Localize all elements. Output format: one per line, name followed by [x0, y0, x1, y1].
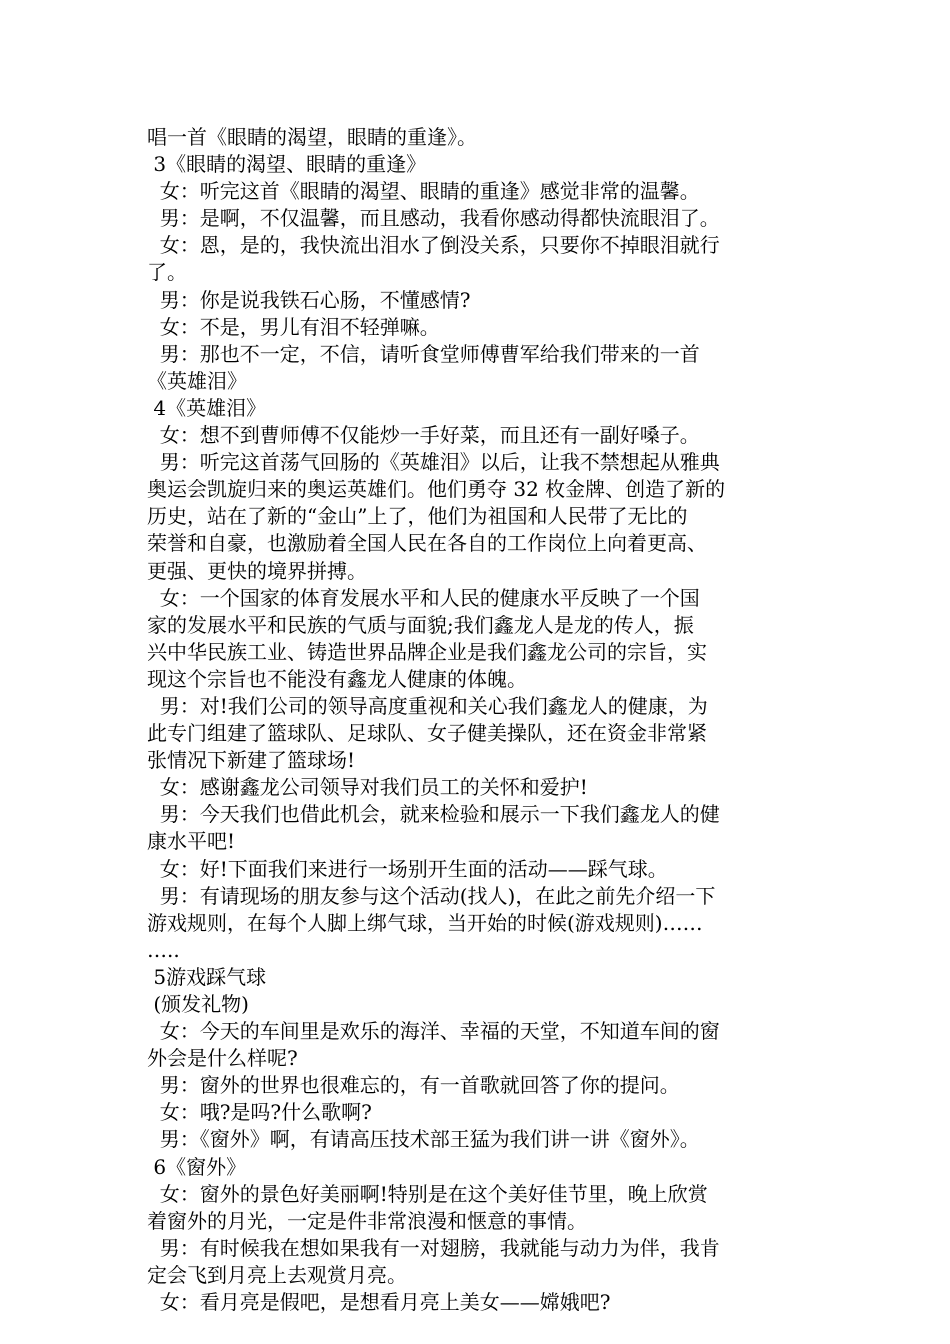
text-line: ….. [147, 937, 180, 962]
text-line: 男：你是说我铁石心肠，不懂感情? [147, 287, 471, 312]
text-line: 女：恩，是的，我快流出泪水了倒没关系，只要你不掉眼泪就行 [147, 233, 720, 258]
text-line: 更强、更快的境界拼搏。 [147, 558, 367, 583]
text-line: 5游戏踩气球 [147, 964, 267, 989]
document-body [147, 124, 815, 1316]
text-line: 康水平吧! [147, 829, 236, 854]
text-line: 男：是啊，不仅温馨，而且感动，我看你感动得都快流眼泪了。 [147, 206, 720, 231]
text-line: 男：窗外的世界也很难忘的，有一首歌就回答了你的提问。 [147, 1073, 680, 1098]
text-line: 女：好!下面我们来进行一场别开生面的活动——踩气球。 [147, 856, 668, 881]
text-line: 兴中华民族工业、铸造世界品牌企业是我们鑫龙公司的宗旨，实 [147, 639, 707, 664]
text-line: 女：今天的车间里是欢乐的海洋、幸福的天堂，不知道车间的窗 [147, 1019, 720, 1044]
text-line: 女：一个国家的体育发展水平和人民的健康水平反映了一个国 [147, 585, 700, 610]
text-line: 女：感谢鑫龙公司领导对我们员工的关怀和爱护! [147, 775, 588, 800]
text-line: 女：哦?是吗?什么歌啊? [147, 1100, 372, 1125]
text-line: 外会是什么样呢? [147, 1046, 298, 1071]
text-line: 3《眼睛的渴望、眼睛的重逢》 [147, 152, 427, 177]
text-line: 男：有请现场的朋友参与这个活动(找人)，在此之前先介绍一下 [147, 883, 716, 908]
text-line: 男：有时候我在想如果我有一对翅膀，我就能与动力为伴，我肯 [147, 1235, 720, 1260]
text-line: 男：听完这首荡气回肠的《英雄泪》以后，让我不禁想起从雅典 [147, 450, 720, 475]
text-line: 奥运会凯旋归来的奥运英雄们。他们勇夺 32 枚金牌、创造了新的 [147, 477, 726, 502]
text-line: 男：对!我们公司的领导高度重视和关心我们鑫龙人的健康，为 [147, 693, 708, 718]
text-line: 现这个宗旨也不能没有鑫龙人健康的体魄。 [147, 666, 527, 691]
text-line: 男：那也不一定，不信，请听食堂师傅曹军给我们带来的一首 [147, 341, 700, 366]
text-line: 女：窗外的景色好美丽啊!特别是在这个美好佳节里，晚上欣赏 [147, 1181, 708, 1206]
text-line: 女：听完这首《眼睛的渴望、眼睛的重逢》感觉非常的温馨。 [147, 179, 700, 204]
text-line: 男：《窗外》啊，有请高压技术部王猛为我们讲一讲《窗外》。 [147, 1127, 700, 1152]
text-line: 了。 [147, 260, 187, 285]
text-line: 女：想不到曹师傅不仅能炒一手好菜，而且还有一副好嗓子。 [147, 423, 700, 448]
text-line: 着窗外的月光，一定是件非常浪漫和惬意的事情。 [147, 1208, 587, 1233]
text-line: 荣誉和自豪，也激励着全国人民在各自的工作岗位上向着更高、 [147, 531, 707, 556]
text-line: 家的发展水平和民族的气质与面貌;我们鑫龙人是龙的传人，振 [147, 612, 694, 637]
text-line: 4《英雄泪》 [147, 395, 267, 420]
text-line: 历史，站在了新的“金山”上了，他们为祖国和人民带了无比的 [147, 504, 688, 529]
text-line: 定会飞到月亮上去观赏月亮。 [147, 1262, 407, 1287]
text-line: 男：今天我们也借此机会，就来检验和展示一下我们鑫龙人的健 [147, 802, 720, 827]
text-line: 女：看月亮是假吧，是想看月亮上美女——嫦娥吧? [147, 1290, 611, 1315]
text-line: 《英雄泪》 [147, 368, 247, 393]
text-line: 唱一首《眼睛的渴望，眼睛的重逢》。 [147, 125, 477, 149]
text-line: 张情况下新建了篮球场! [147, 748, 356, 773]
text-line: 此专门组建了篮球队、足球队、女子健美操队，还在资金非常紧 [147, 721, 707, 746]
text-line: 游戏规则，在每个人脚上绑气球，当开始的时候(游戏规则)…… [147, 910, 703, 935]
text-line: 6《窗外》 [147, 1154, 247, 1179]
text-line: (颁发礼物) [147, 992, 249, 1016]
text-line: 女：不是，男儿有泪不轻弹嘛。 [147, 314, 440, 339]
